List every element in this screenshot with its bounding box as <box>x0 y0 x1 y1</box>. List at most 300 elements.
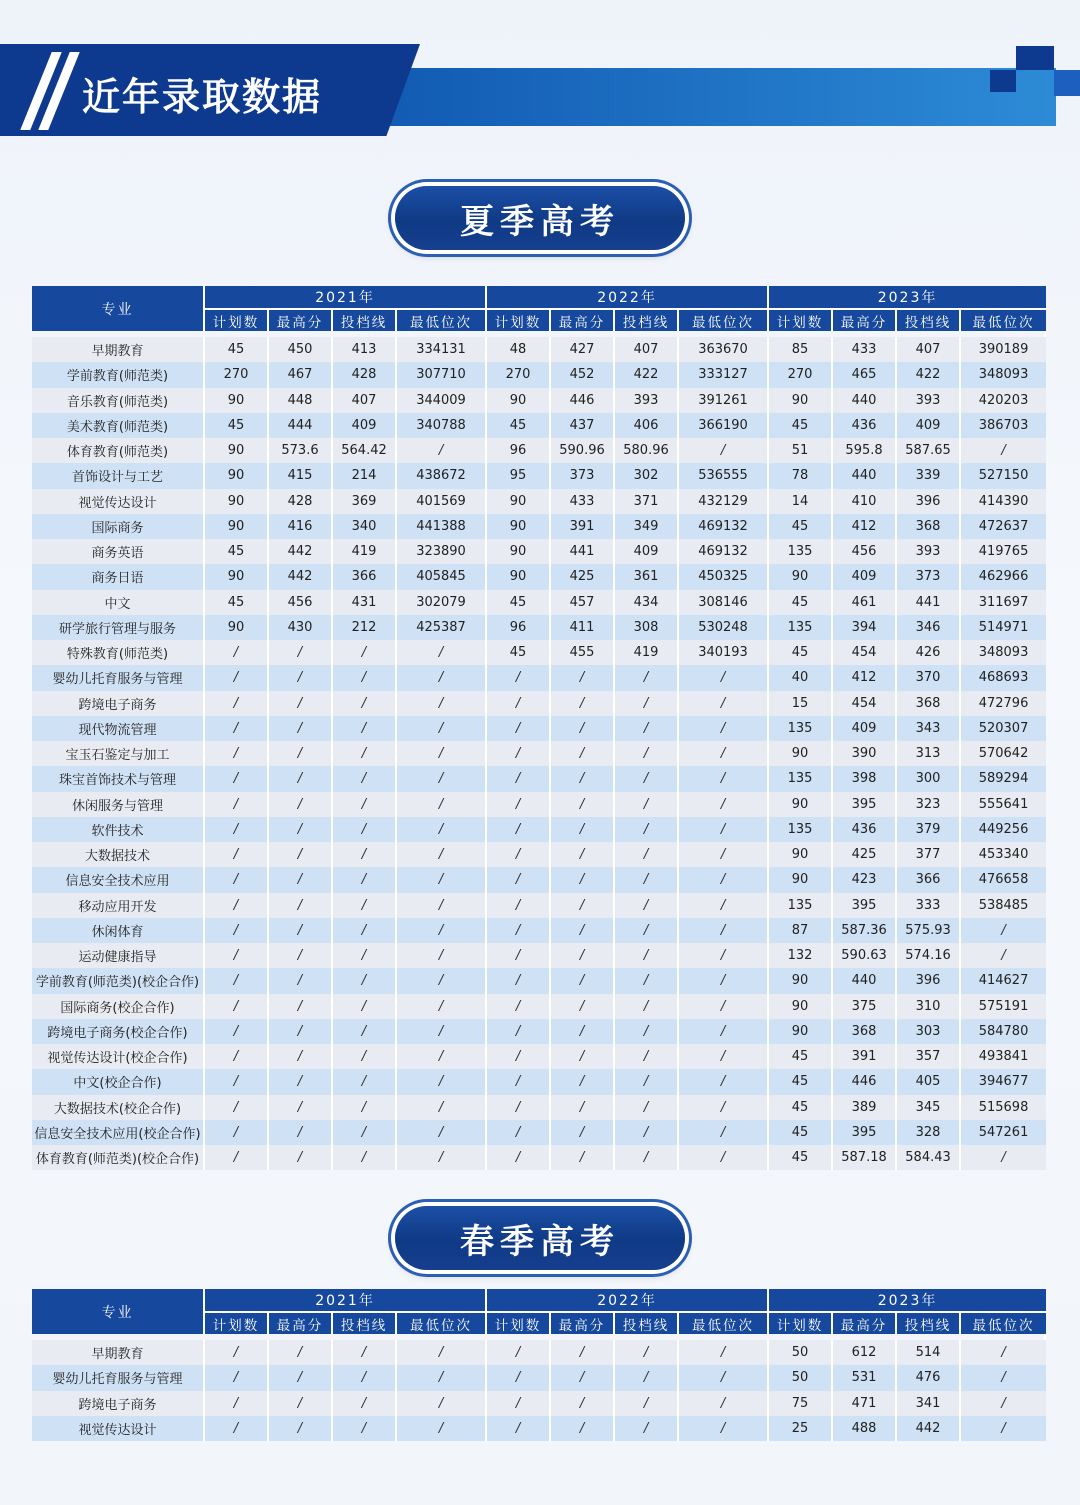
table-cell: / <box>551 1391 615 1416</box>
major-name-cell: 婴幼儿托育服务与管理 <box>32 1365 205 1390</box>
table-cell: / <box>269 640 333 665</box>
table-cell: 441 <box>897 590 961 615</box>
table-cell: 457 <box>551 590 615 615</box>
table-cell: / <box>397 766 487 791</box>
table-cell: 409 <box>333 413 397 438</box>
major-name-cell: 首饰设计与工艺 <box>32 463 205 488</box>
table-cell: 414627 <box>961 968 1046 993</box>
major-name-cell: 休闲体育 <box>32 918 205 943</box>
table-cell: / <box>961 1340 1046 1365</box>
table-cell: 363670 <box>679 337 769 362</box>
table-cell: / <box>333 817 397 842</box>
table-cell: / <box>333 1145 397 1170</box>
table-cell: 270 <box>205 362 269 387</box>
table-cell: / <box>551 716 615 741</box>
table-cell: 366 <box>333 564 397 589</box>
table-cell: / <box>397 1120 487 1145</box>
table-cell: 341 <box>897 1391 961 1416</box>
table-cell: 438672 <box>397 463 487 488</box>
table-cell: 575.93 <box>897 918 961 943</box>
table-cell: 90 <box>205 564 269 589</box>
table-cell: 348093 <box>961 362 1046 387</box>
table-cell: 575191 <box>961 994 1046 1019</box>
table-cell: 308 <box>615 615 679 640</box>
table-cell: / <box>333 994 397 1019</box>
table-cell: 394677 <box>961 1069 1046 1094</box>
table-cell: / <box>205 1416 269 1441</box>
table-cell: / <box>205 943 269 968</box>
table-cell: / <box>487 691 551 716</box>
corner-square-decoration <box>1016 46 1054 70</box>
table-row <box>32 640 1046 665</box>
table-cell: 430 <box>269 615 333 640</box>
table-cell: 90 <box>487 388 551 413</box>
table-cell: 14 <box>769 489 833 514</box>
major-name-cell: 体育教育(师范类) <box>32 438 205 463</box>
corner-square-decoration <box>990 70 1016 92</box>
table-cell: / <box>615 1416 679 1441</box>
table-cell: 465 <box>833 362 897 387</box>
table-cell: / <box>615 716 679 741</box>
table-cell: 456 <box>269 590 333 615</box>
table-cell: / <box>487 867 551 892</box>
table-cell: / <box>397 1044 487 1069</box>
major-name-cell: 软件技术 <box>32 817 205 842</box>
table-cell: / <box>615 994 679 1019</box>
table-cell: 302079 <box>397 590 487 615</box>
table-cell: 574.16 <box>897 943 961 968</box>
table-cell: / <box>487 1416 551 1441</box>
table-cell: / <box>205 1120 269 1145</box>
table-cell: 437 <box>551 413 615 438</box>
table-cell: 90 <box>769 968 833 993</box>
table-cell: / <box>269 766 333 791</box>
table-cell: 340 <box>333 514 397 539</box>
spring-admission-table <box>32 1289 1046 1441</box>
table-cell: 398 <box>833 766 897 791</box>
table-cell: 78 <box>769 463 833 488</box>
table-cell: / <box>615 867 679 892</box>
major-name-cell: 学前教育(师范类)(校企合作) <box>32 968 205 993</box>
table-cell: 45 <box>769 1044 833 1069</box>
table-cell: 587.65 <box>897 438 961 463</box>
table-cell: 415 <box>269 463 333 488</box>
table-cell: / <box>333 943 397 968</box>
major-name-cell: 早期教育 <box>32 1340 205 1365</box>
table-cell: 590.96 <box>551 438 615 463</box>
table-cell: / <box>551 842 615 867</box>
table-row <box>32 463 1046 488</box>
table-cell: 419765 <box>961 539 1046 564</box>
header-max-score: 最高分 <box>833 1313 897 1334</box>
table-cell: / <box>333 1340 397 1365</box>
major-name-cell: 休闲服务与管理 <box>32 792 205 817</box>
major-name-cell: 商务英语 <box>32 539 205 564</box>
table-cell: 584780 <box>961 1019 1046 1044</box>
table-cell: / <box>487 968 551 993</box>
table-cell: 373 <box>551 463 615 488</box>
table-cell: 555641 <box>961 792 1046 817</box>
table-cell: 468693 <box>961 665 1046 690</box>
table-cell: 419 <box>333 539 397 564</box>
header-min-rank: 最低位次 <box>397 1313 487 1334</box>
major-name-cell: 现代物流管理 <box>32 716 205 741</box>
table-row <box>32 1416 1046 1441</box>
table-cell: / <box>205 665 269 690</box>
table-cell: 135 <box>769 893 833 918</box>
table-cell: / <box>679 766 769 791</box>
table-cell: 426 <box>897 640 961 665</box>
table-cell: 369 <box>333 489 397 514</box>
table-cell: 45 <box>205 413 269 438</box>
table-row <box>32 792 1046 817</box>
table-cell: 302 <box>615 463 679 488</box>
table-cell: 570642 <box>961 741 1046 766</box>
table-cell: / <box>679 665 769 690</box>
table-cell: 45 <box>769 1145 833 1170</box>
table-cell: / <box>551 665 615 690</box>
major-name-cell: 美术教育(师范类) <box>32 413 205 438</box>
table-cell: 270 <box>487 362 551 387</box>
table-cell: / <box>333 792 397 817</box>
table-cell: / <box>397 716 487 741</box>
table-cell: 450325 <box>679 564 769 589</box>
major-name-cell: 跨境电子商务(校企合作) <box>32 1019 205 1044</box>
table-cell: / <box>551 691 615 716</box>
table-cell: 425 <box>833 842 897 867</box>
table-cell: / <box>487 1044 551 1069</box>
table-cell: 90 <box>769 842 833 867</box>
table-cell: / <box>615 1120 679 1145</box>
table-cell: 45 <box>769 590 833 615</box>
table-cell: 444 <box>269 413 333 438</box>
major-name-cell: 早期教育 <box>32 337 205 362</box>
table-cell: 90 <box>769 388 833 413</box>
table-cell: / <box>397 994 487 1019</box>
table-cell: 531 <box>833 1365 897 1390</box>
table-cell: 344009 <box>397 388 487 413</box>
table-cell: 423 <box>833 867 897 892</box>
table-cell: / <box>205 1069 269 1094</box>
table-cell: / <box>679 716 769 741</box>
table-cell: / <box>397 918 487 943</box>
header-cutoff: 投档线 <box>333 310 397 331</box>
table-cell: / <box>205 1019 269 1044</box>
header-max-score: 最高分 <box>269 310 333 331</box>
table-cell: / <box>551 1365 615 1390</box>
major-name-cell: 跨境电子商务 <box>32 1391 205 1416</box>
major-name-cell: 宝玉石鉴定与加工 <box>32 741 205 766</box>
major-name-cell: 国际商务 <box>32 514 205 539</box>
table-cell: / <box>615 968 679 993</box>
table-cell: 427 <box>551 337 615 362</box>
table-cell: / <box>205 1340 269 1365</box>
table-cell: / <box>679 1019 769 1044</box>
table-cell: 520307 <box>961 716 1046 741</box>
table-cell: 395 <box>833 1120 897 1145</box>
table-cell: / <box>551 918 615 943</box>
table-cell: 564.42 <box>333 438 397 463</box>
table-cell: / <box>551 1120 615 1145</box>
table-cell: 87 <box>769 918 833 943</box>
table-cell: 90 <box>769 1019 833 1044</box>
table-cell: / <box>397 968 487 993</box>
table-row <box>32 615 1046 640</box>
table-cell: 409 <box>833 564 897 589</box>
table-cell: 590.63 <box>833 943 897 968</box>
table-cell: / <box>397 842 487 867</box>
table-cell: / <box>487 817 551 842</box>
table-cell: 514971 <box>961 615 1046 640</box>
table-cell: / <box>205 893 269 918</box>
table-cell: / <box>269 1019 333 1044</box>
table-cell: 461 <box>833 590 897 615</box>
table-cell: 212 <box>333 615 397 640</box>
major-name-cell: 大数据技术(校企合作) <box>32 1095 205 1120</box>
table-cell: 339 <box>897 463 961 488</box>
table-cell: / <box>333 665 397 690</box>
table-cell: / <box>269 665 333 690</box>
table-cell: 334131 <box>397 337 487 362</box>
table-cell: / <box>269 817 333 842</box>
table-cell: / <box>615 842 679 867</box>
table-cell: / <box>397 640 487 665</box>
table-cell: / <box>269 867 333 892</box>
table-cell: 349 <box>615 514 679 539</box>
table-cell: / <box>333 1120 397 1145</box>
table-cell: / <box>961 1416 1046 1441</box>
table-cell: 391 <box>833 1044 897 1069</box>
table-cell: 45 <box>769 413 833 438</box>
table-cell: 428 <box>333 362 397 387</box>
table-cell: / <box>205 1365 269 1390</box>
table-cell: / <box>679 1044 769 1069</box>
header-min-rank: 最低位次 <box>679 1313 769 1334</box>
header-cutoff: 投档线 <box>615 310 679 331</box>
table-cell: / <box>679 968 769 993</box>
table-cell: 311697 <box>961 590 1046 615</box>
header-year-2021: 2021年 <box>205 1289 487 1313</box>
table-cell: / <box>269 943 333 968</box>
table-cell: 391261 <box>679 388 769 413</box>
table-cell: 406 <box>615 413 679 438</box>
table-cell: / <box>269 691 333 716</box>
table-row <box>32 590 1046 615</box>
table-cell: / <box>615 792 679 817</box>
table-cell: / <box>679 1145 769 1170</box>
table-cell: 587.36 <box>833 918 897 943</box>
table-cell: / <box>397 1019 487 1044</box>
table-cell: 90 <box>769 564 833 589</box>
table-cell: 412 <box>833 514 897 539</box>
major-name-cell: 运动健康指导 <box>32 943 205 968</box>
table-cell: / <box>397 741 487 766</box>
table-cell: 436 <box>833 413 897 438</box>
table-cell: 538485 <box>961 893 1046 918</box>
table-cell: 45 <box>487 640 551 665</box>
table-cell: 394 <box>833 615 897 640</box>
table-cell: / <box>679 1416 769 1441</box>
header-plan-count: 计划数 <box>205 1313 269 1334</box>
table-cell: 411 <box>551 615 615 640</box>
table-cell: 90 <box>487 514 551 539</box>
table-cell: 410 <box>833 489 897 514</box>
table-cell: / <box>205 1391 269 1416</box>
table-cell: / <box>487 1120 551 1145</box>
table-cell: 45 <box>769 1069 833 1094</box>
table-cell: 96 <box>487 615 551 640</box>
table-cell: 348093 <box>961 640 1046 665</box>
table-cell: 45 <box>205 590 269 615</box>
header-min-rank: 最低位次 <box>679 310 769 331</box>
table-cell: / <box>615 691 679 716</box>
table-cell: 45 <box>769 514 833 539</box>
major-name-cell: 体育教育(师范类)(校企合作) <box>32 1145 205 1170</box>
table-row <box>32 337 1046 362</box>
table-cell: 442 <box>897 1416 961 1441</box>
table-cell: 587.18 <box>833 1145 897 1170</box>
table-cell: / <box>615 741 679 766</box>
table-cell: 407 <box>333 388 397 413</box>
table-row <box>32 438 1046 463</box>
table-cell: 395 <box>833 893 897 918</box>
table-row <box>32 968 1046 993</box>
table-cell: 313 <box>897 741 961 766</box>
table-row <box>32 1044 1046 1069</box>
table-cell: / <box>615 665 679 690</box>
table-cell: 15 <box>769 691 833 716</box>
table-cell: / <box>397 1095 487 1120</box>
major-name-cell: 中文 <box>32 590 205 615</box>
table-cell: 45 <box>205 539 269 564</box>
table-cell: 612 <box>833 1340 897 1365</box>
table-cell: 214 <box>333 463 397 488</box>
table-cell: 407 <box>897 337 961 362</box>
table-cell: / <box>269 1044 333 1069</box>
page-title: 近年录取数据 <box>82 75 323 119</box>
table-cell: 409 <box>833 716 897 741</box>
table-row <box>32 766 1046 791</box>
table-cell: 135 <box>769 539 833 564</box>
table-cell: / <box>333 741 397 766</box>
table-row <box>32 867 1046 892</box>
table-cell: / <box>333 867 397 892</box>
header-year-2022: 2022年 <box>487 1289 769 1313</box>
table-cell: / <box>333 1416 397 1441</box>
table-cell: / <box>551 1340 615 1365</box>
header-max-score: 最高分 <box>551 1313 615 1334</box>
table-cell: / <box>333 1044 397 1069</box>
corner-square-decoration <box>1054 70 1080 96</box>
table-cell: 440 <box>833 463 897 488</box>
table-cell: 413 <box>333 337 397 362</box>
major-name-cell: 视觉传达设计 <box>32 1416 205 1441</box>
table-row <box>32 1019 1046 1044</box>
table-cell: / <box>269 1391 333 1416</box>
table-cell: 45 <box>769 640 833 665</box>
table-row <box>32 1069 1046 1094</box>
header-plan-count: 计划数 <box>205 310 269 331</box>
table-cell: 453340 <box>961 842 1046 867</box>
table-cell: / <box>679 438 769 463</box>
table-cell: 472796 <box>961 691 1046 716</box>
table-cell: / <box>487 1069 551 1094</box>
table-cell: 527150 <box>961 463 1046 488</box>
table-cell: 90 <box>769 994 833 1019</box>
summer-heading-label: 夏季高考 <box>460 201 620 242</box>
table-cell: 454 <box>833 640 897 665</box>
table-cell: 455 <box>551 640 615 665</box>
table-cell: / <box>487 1365 551 1390</box>
table-cell: 450 <box>269 337 333 362</box>
table-cell: 393 <box>615 388 679 413</box>
table-cell: / <box>205 842 269 867</box>
table-cell: / <box>269 1145 333 1170</box>
table-cell: / <box>397 438 487 463</box>
table-cell: 389 <box>833 1095 897 1120</box>
header-cutoff: 投档线 <box>897 310 961 331</box>
table-cell: / <box>333 716 397 741</box>
table-cell: / <box>205 918 269 943</box>
table-cell: / <box>333 1069 397 1094</box>
table-cell: 414390 <box>961 489 1046 514</box>
table-cell: 396 <box>897 968 961 993</box>
table-cell: 530248 <box>679 615 769 640</box>
table-cell: / <box>205 817 269 842</box>
table-cell: 448 <box>269 388 333 413</box>
table-cell: 446 <box>551 388 615 413</box>
table-cell: / <box>679 1340 769 1365</box>
table-cell: / <box>333 691 397 716</box>
table-cell: / <box>487 665 551 690</box>
table-cell: 449256 <box>961 817 1046 842</box>
table-cell: 536555 <box>679 463 769 488</box>
table-cell: 310 <box>897 994 961 1019</box>
table-cell: / <box>487 994 551 1019</box>
table-cell: / <box>269 1095 333 1120</box>
table-cell: / <box>333 893 397 918</box>
table-cell: 328 <box>897 1120 961 1145</box>
table-cell: / <box>679 893 769 918</box>
table-cell: / <box>615 1019 679 1044</box>
table-cell: 412 <box>833 665 897 690</box>
table-row <box>32 665 1046 690</box>
table-cell: / <box>551 1095 615 1120</box>
table-cell: / <box>269 1069 333 1094</box>
table-cell: 469132 <box>679 514 769 539</box>
table-cell: 425 <box>551 564 615 589</box>
table-cell: / <box>679 1120 769 1145</box>
table-cell: / <box>487 918 551 943</box>
table-cell: 90 <box>769 867 833 892</box>
table-row <box>32 817 1046 842</box>
header-year-2023: 2023年 <box>769 286 1046 310</box>
table-cell: / <box>961 438 1046 463</box>
table-cell: 390 <box>833 741 897 766</box>
table-cell: / <box>205 1145 269 1170</box>
table-cell: / <box>397 1365 487 1390</box>
table-cell: 368 <box>897 691 961 716</box>
table-cell: 442 <box>269 564 333 589</box>
table-cell: / <box>269 968 333 993</box>
table-cell: / <box>205 741 269 766</box>
table-cell: 395 <box>833 792 897 817</box>
table-cell: / <box>615 1069 679 1094</box>
table-cell: / <box>487 741 551 766</box>
table-cell: / <box>961 1391 1046 1416</box>
table-cell: / <box>551 817 615 842</box>
header-cutoff: 投档线 <box>333 1313 397 1334</box>
